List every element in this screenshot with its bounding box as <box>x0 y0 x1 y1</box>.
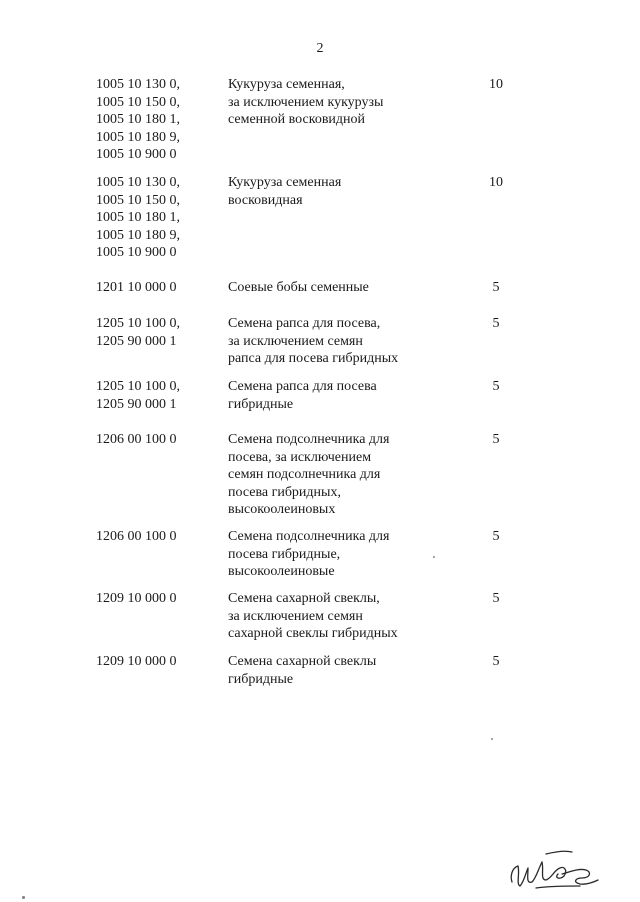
signature-mark <box>506 848 602 892</box>
description-line: посева, за исключением <box>228 449 372 465</box>
duty-rate: 5 <box>492 591 500 606</box>
tariff-code: 1205 10 100 0, <box>96 379 180 394</box>
tariff-codes <box>96 378 221 413</box>
tariff-code: 1206 00 100 0 <box>96 432 177 447</box>
description-line: сахарной свеклы гибридных <box>228 626 398 641</box>
description-line: за исключением семян <box>228 608 363 624</box>
tariff-code: 1205 90 000 1 <box>96 333 177 349</box>
tariff-code: 1005 10 130 0, <box>96 175 180 190</box>
goods-description <box>228 315 458 368</box>
description-line: посева гибридные, <box>228 546 341 562</box>
tariff-code: 1205 90 000 1 <box>96 396 177 412</box>
tariff-code: 1005 10 150 0, <box>96 192 180 208</box>
duty-rate: 10 <box>489 175 503 190</box>
tariff-codes <box>96 653 221 671</box>
description-line: восковидная <box>228 192 303 208</box>
duty-rate: 5 <box>492 654 500 669</box>
tariff-codes <box>96 76 221 164</box>
description-line: гибридные <box>228 671 294 687</box>
scan-speck <box>491 738 493 740</box>
goods-description <box>228 528 458 581</box>
scan-speck <box>433 556 435 558</box>
tariff-code: 1005 10 180 1, <box>96 112 180 127</box>
tariff-codes <box>96 174 221 262</box>
tariff-codes <box>96 528 221 546</box>
tariff-codes <box>96 279 221 297</box>
duty-rate: 10 <box>489 77 503 92</box>
tariff-code: 1206 00 100 0 <box>96 529 177 544</box>
description-line: гибридные <box>228 396 294 412</box>
goods-description <box>228 174 458 209</box>
description-line: семенной восковидной <box>228 112 366 127</box>
tariff-codes <box>96 431 221 449</box>
description-line: Кукуруза семенная, <box>228 77 345 92</box>
description-line: Семена подсолнечника для <box>228 529 390 544</box>
goods-description <box>228 590 458 643</box>
goods-description <box>228 279 458 297</box>
duty-rate: 5 <box>492 280 500 295</box>
goods-description <box>228 431 458 519</box>
tariff-code: 1201 10 000 0 <box>96 280 177 295</box>
goods-description <box>228 76 458 129</box>
tariff-codes <box>96 590 221 608</box>
duty-rate: 5 <box>492 432 500 447</box>
tariff-code: 1209 10 000 0 <box>96 654 177 669</box>
tariff-code: 1005 10 900 0 <box>96 245 177 260</box>
description-line: за исключением кукурузы <box>228 94 384 110</box>
duty-rate: 5 <box>492 529 500 544</box>
tariff-code: 1005 10 900 0 <box>96 147 177 162</box>
description-line: Семена рапса для посева, <box>228 316 381 331</box>
description-line: за исключением семян <box>228 333 363 349</box>
tariff-code: 1005 10 180 1, <box>96 210 180 225</box>
page-number: 2 <box>316 41 324 56</box>
description-line: Соевые бобы семенные <box>228 280 369 295</box>
goods-description <box>228 378 458 413</box>
description-line: высокоолеиновых <box>228 502 336 517</box>
duty-rate: 5 <box>492 379 500 394</box>
description-line: Семена сахарной свеклы, <box>228 591 380 606</box>
description-line: рапса для посева гибридных <box>228 351 399 366</box>
tariff-code: 1209 10 000 0 <box>96 591 177 606</box>
duty-rate: 5 <box>492 316 500 331</box>
tariff-code: 1005 10 180 9, <box>96 129 180 145</box>
scan-speck <box>22 896 25 899</box>
description-line: Семена рапса для посева <box>228 379 377 394</box>
tariff-codes <box>96 315 221 350</box>
tariff-code: 1005 10 180 9, <box>96 227 180 243</box>
tariff-code: 1205 10 100 0, <box>96 316 180 331</box>
tariff-code: 1005 10 130 0, <box>96 77 180 92</box>
description-line: Семена сахарной свеклы <box>228 654 377 669</box>
goods-description <box>228 653 458 688</box>
tariff-code: 1005 10 150 0, <box>96 94 180 110</box>
description-line: семян подсолнечника для <box>228 467 381 482</box>
description-line: посева гибридных, <box>228 484 341 500</box>
description-line: высокоолеиновые <box>228 564 335 579</box>
description-line: Семена подсолнечника для <box>228 432 390 447</box>
description-line: Кукуруза семенная <box>228 175 342 190</box>
